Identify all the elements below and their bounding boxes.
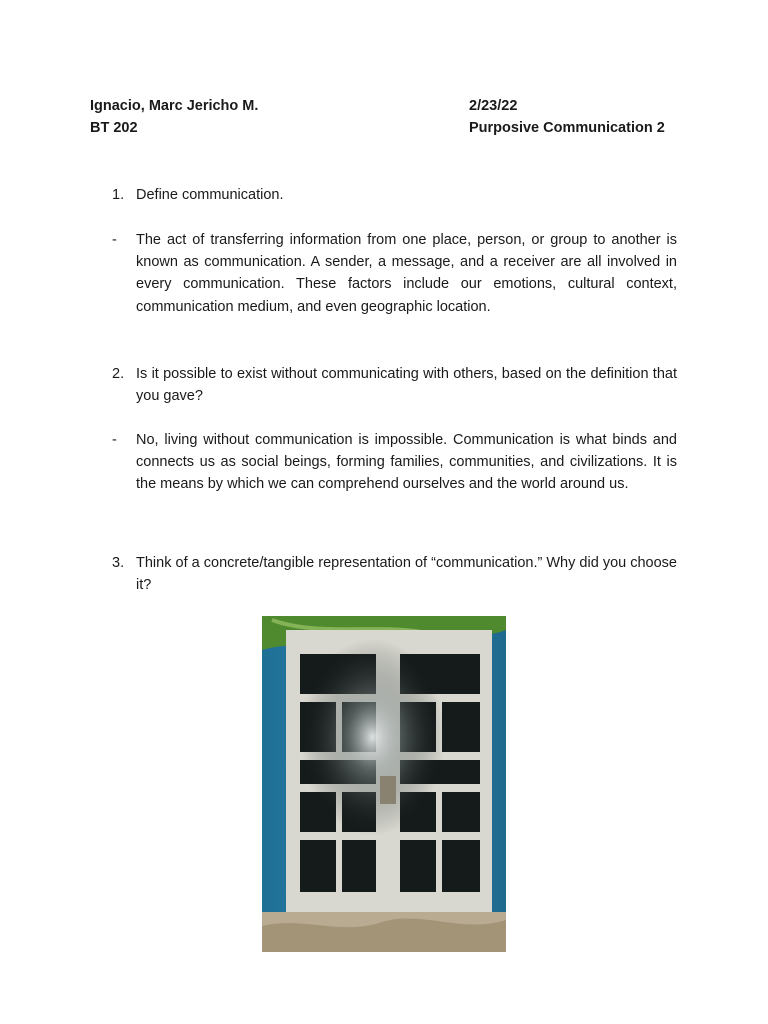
window-lock (380, 776, 396, 804)
question-2-text: Is it possible to exist without communicating with others, based on the definition that you gave? (136, 366, 677, 405)
question-3 (112, 552, 677, 596)
window-photo (262, 616, 506, 952)
question-2 (112, 363, 677, 407)
question-1-text: Define communication. (136, 187, 284, 203)
answer-2-dash: - (112, 432, 117, 448)
question-1-number: 1. (112, 187, 125, 203)
student-section: BT 202 (90, 120, 138, 136)
assignment-info (469, 95, 665, 139)
answer-1 (112, 229, 677, 318)
assignment-date: 2/23/22 (469, 98, 518, 114)
question-1 (112, 184, 677, 206)
student-name: Ignacio, Marc Jericho M. (90, 98, 259, 114)
student-info (90, 95, 258, 139)
question-3-number: 3. (112, 555, 125, 571)
course-title: Purposive Communication 2 (469, 120, 665, 136)
answer-1-dash: - (112, 232, 117, 248)
answer-2 (112, 429, 677, 496)
answer-2-text: No, living without communication is impossible. Communication is what binds and connects us as social beings, forming families, communities, and civilizations. It is the means by which we can comprehend ourselves and the world around us. (136, 432, 677, 493)
answer-1-text: The act of transferring information from one place, person, or group to another is known as communication. A sender, a message, and a receiver are all involved in every communication. These factors include our emotions, cultural context, communication medium, and even geographic location. (136, 232, 677, 315)
question-2-number: 2. (112, 366, 125, 382)
question-3-text: Think of a concrete/tangible representation of “communication.” Why did you choose it? (136, 555, 677, 594)
